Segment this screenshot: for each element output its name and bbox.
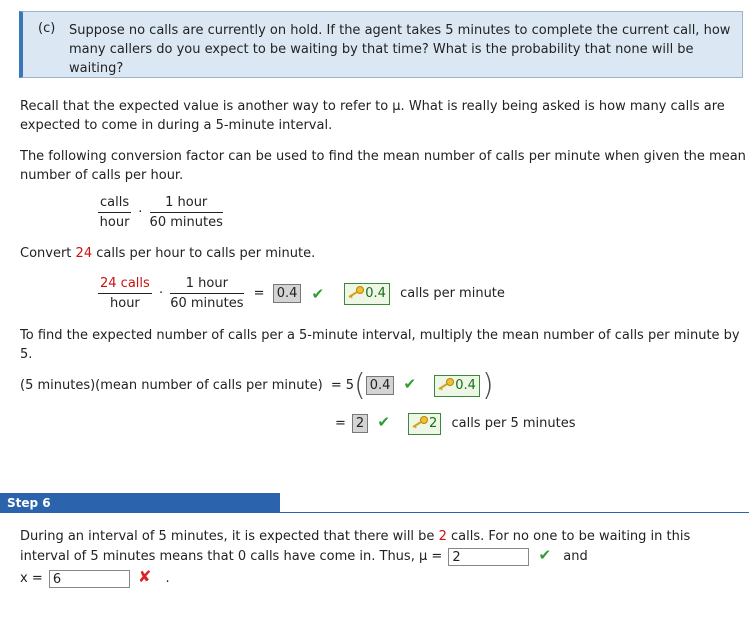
lhs-expression: (5 minutes)(mean number of calls per minute) (20, 378, 323, 393)
denominator: hour (99, 215, 130, 230)
convert-prefix: Convert (20, 246, 76, 261)
period: . (165, 571, 170, 586)
x-icon: ✘ (138, 567, 152, 586)
fraction-24-calls-per-hour (98, 276, 152, 311)
denominator: 60 minutes (170, 296, 244, 311)
check-icon: ✔ (377, 413, 390, 431)
key-value: 2 (429, 416, 438, 431)
numerator: calls (98, 195, 131, 213)
check-icon: ✔ (403, 375, 417, 393)
answer-field[interactable]: 0.4 (366, 376, 395, 395)
step-divider (280, 512, 749, 513)
step-text-part: During an interval of 5 minutes, it is expected that there will be (20, 529, 439, 544)
fraction-hour-per-minutes (170, 276, 243, 311)
answer-key-button[interactable] (344, 283, 390, 305)
x-label: x = (20, 571, 43, 586)
recall-text: Recall that the expected value is another way to refer to μ. What is really being asked is how many calls are expected to come in during a 5-minute interval. (20, 99, 725, 133)
step-text-line-2 (20, 546, 588, 566)
question-label: (c) (38, 21, 56, 36)
expected-text: To find the expected number of calls per a 5-minute interval, multiply the mean number of calls per minute by 5. (20, 328, 740, 362)
answer-key-button[interactable] (408, 413, 441, 435)
numerator (98, 276, 152, 294)
step-text-line-1 (20, 527, 690, 546)
x-input[interactable]: 6 (49, 570, 130, 588)
step-header: Step 6 (0, 493, 280, 513)
multiply-dot: · (138, 205, 143, 220)
equals-sign: = (335, 416, 346, 431)
calculation-1 (98, 276, 505, 311)
fraction-calls-per-hour (98, 195, 131, 230)
step-text-line-3 (20, 567, 170, 588)
step-text-part: calls. For no one to be waiting in this (446, 529, 691, 544)
calculation-2-result (335, 413, 575, 435)
fraction-hour-per-minutes (150, 195, 223, 230)
denominator: 60 minutes (149, 215, 223, 230)
check-icon: ✔ (538, 546, 552, 564)
unit-label: calls per minute (400, 286, 505, 301)
numerator-value: 24 calls (100, 276, 150, 291)
equals-sign: = (330, 378, 342, 393)
numerator: 1 hour (170, 276, 243, 294)
numerator: 1 hour (150, 195, 223, 213)
coefficient: 5 (345, 378, 354, 393)
equals-sign: = (253, 286, 265, 301)
answer-field[interactable]: 0.4 (273, 284, 302, 303)
convert-suffix: calls per hour to calls per minute. (92, 246, 316, 261)
key-icon (347, 285, 365, 299)
close-paren: ) (481, 368, 494, 403)
denominator: hour (110, 296, 140, 311)
conversion-factor (98, 195, 223, 230)
key-icon (411, 415, 429, 429)
calculation-2 (20, 368, 494, 403)
unit-label: calls per 5 minutes (451, 416, 576, 431)
open-paren: ( (354, 368, 366, 403)
multiply-dot: · (158, 286, 164, 301)
answer-field[interactable]: 2 (352, 414, 368, 433)
convert-value: 24 (75, 246, 93, 261)
key-value: 0.4 (455, 378, 476, 393)
check-icon: ✔ (311, 284, 325, 303)
convert-text (20, 244, 749, 263)
mu-input[interactable]: 2 (448, 548, 529, 566)
key-value: 0.4 (365, 285, 386, 301)
question-text: Suppose no calls are currently on hold. If the agent takes 5 minutes to complete the current call, how many callers do you expect to be waiting by that time? What is the probability that none will be waiting? (69, 23, 731, 76)
key-icon (437, 377, 455, 391)
expected-calls-value: 2 (438, 529, 447, 544)
and-label: and (563, 549, 588, 564)
conversion-text: The following conversion factor can be used to find the mean number of calls per minute when given the mean number of calls per hour. (20, 149, 746, 183)
step-text-part: interval of 5 minutes means that 0 calls have come in. Thus, μ = (20, 549, 443, 564)
answer-key-button[interactable] (434, 375, 480, 397)
